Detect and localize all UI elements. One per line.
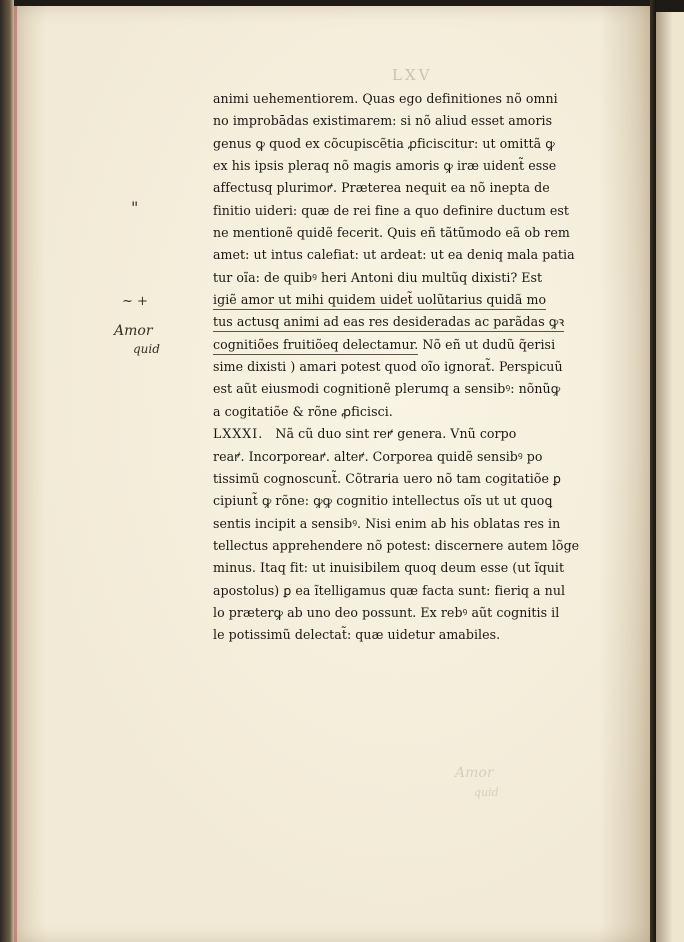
- margin-quote-mark: ": [131, 198, 139, 217]
- show-through-text-1: Amor: [455, 765, 494, 781]
- margin-note-amor: Amor: [114, 323, 153, 339]
- running-head: LXV: [392, 66, 433, 84]
- underlined-line: [213, 334, 645, 356]
- text-line: no improbādas existimarem: si nõ aliud esset amoris: [213, 113, 553, 129]
- text-line: affectusq plurimoꝵ. Præterea nequit ea nõ inepta de: [213, 180, 550, 196]
- text-line: ex his ipsis pleraq nõ magis amoris ꝙ iræ uident̃ esse: [213, 158, 557, 174]
- text-line: tissimũ cognoscunt̃. Cõtraria uero nõ tam cogitatiõe ꝑ: [213, 470, 562, 486]
- chapter-first-text: Nã cũ duo sint reꝵ genera. Vnũ corpo: [275, 426, 517, 442]
- text-line: tur oĩa: de quibꝰ heri Antoni diu multũq dixisti? Est: [213, 269, 543, 285]
- chapter-number: LXXXI.: [213, 426, 264, 442]
- text-line: le potissimũ delectat̃: quæ uidetur amabiles.: [213, 627, 501, 643]
- text-line: genus ꝙ quod ex cõcupiscẽtia ꝓficiscitur: ut omittã ꝙ: [213, 135, 555, 151]
- text-line: sentis incipit a sensibꝰ. Nisi enim ab his oblatas res in: [213, 515, 561, 531]
- underlined-text: tus actusq animi ad eas res desideradas ac parãdas ꝙꝛ: [213, 313, 564, 332]
- text-line: apostolus) ꝑ ea ĩtelligamus quæ facta sunt: fieriq a nul: [213, 582, 566, 598]
- text-line: tellectus apprehendere nõ potest: discernere autem lõge: [213, 537, 580, 553]
- text-line: lo præterꝙ ab uno deo possunt. Ex rebꝰ aũt cognitis il: [213, 604, 560, 620]
- text-line: amet: ut intus calefiat: ut ardeat: ut ea deniq mala patia: [213, 247, 575, 263]
- text-line: cipiunt̃ ꝙ rõne: ꝙꝙ cognitio intellectus oĩs ut ut quoꝗ: [213, 493, 553, 509]
- underlined-text: cognitiões fruitiõeq delectamur.: [213, 336, 418, 355]
- main-text-block: [213, 88, 645, 647]
- chapter-first-line: [213, 423, 645, 445]
- margin-cross-mark: ~ +: [122, 294, 148, 309]
- margin-note-quid: quid: [133, 342, 160, 356]
- text-line: sime dixisti ) amari potest quod oĩo ignorat̃. Perspicuũ: [213, 359, 563, 375]
- text-line: finitio uideri: quæ de rei fine a quo definire ductum est: [213, 202, 569, 218]
- text-after-underline: Nõ eñ ut dudũ q̃erisi: [418, 336, 556, 352]
- facing-page-edge: [656, 12, 684, 942]
- text-line: est aũt eiusmodi cognitionẽ plerumq a sensibꝰ: nõnũꝙ: [213, 381, 561, 397]
- text-line: ne mentionẽ quidẽ fecerit. Quis eñ tãtũmodo eã ob rem: [213, 225, 570, 241]
- underlined-line: [213, 289, 645, 311]
- page-edge-rule: [14, 6, 17, 942]
- text-line: reaꝵ. Incorporeaꝵ. alteꝵ. Corporea quidẽ sensibꝰ po: [213, 448, 543, 464]
- underlined-line: [213, 311, 645, 333]
- text-line: minus. Itaq fit: ut inuisibilem quoq deum esse (ut ĩquit: [213, 560, 565, 576]
- show-through-text-2: quid: [474, 786, 499, 799]
- text-line: a cogitatiõe & rõne ꝓficisci.: [213, 403, 393, 419]
- book-edge-left: [0, 0, 14, 942]
- underlined-text: igiẽ amor ut mihi quidem uidet̃ uolũtarius quidã mo: [213, 291, 546, 310]
- text-line: animi uehementiorem. Quas ego definitiones nõ omni: [213, 91, 558, 106]
